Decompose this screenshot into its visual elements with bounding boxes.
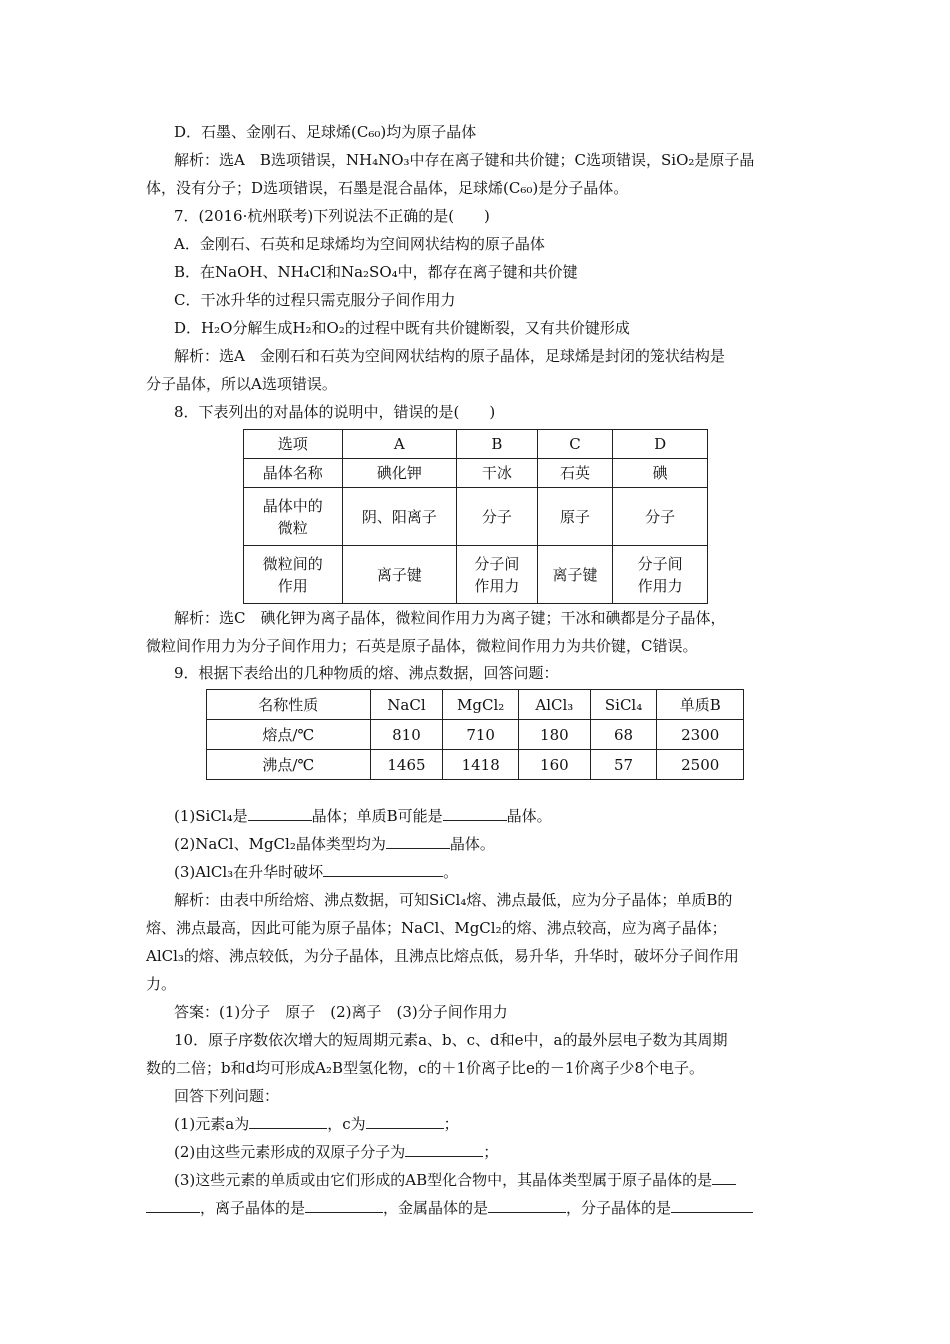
- table-cell: 180: [519, 720, 591, 750]
- q9-part-1-text-b: 晶体；单质B可能是: [311, 807, 443, 825]
- q6-option-d: D．石墨、金刚石、足球烯(C₆₀)均为原子晶体: [174, 123, 477, 141]
- q9-analysis-line-4: 力。: [146, 975, 177, 993]
- answer-blank[interactable]: [146, 1198, 200, 1213]
- table-cell: D: [613, 430, 708, 459]
- table-header-cell: MgCl₂: [443, 690, 519, 720]
- table-cell: 810: [370, 720, 443, 750]
- q10-stem-line-2: 数的二倍；b和d均可形成A₂B型氢化物，c的＋1价离子比e的－1价离子少8个电子。: [146, 1059, 704, 1077]
- table-cell: 石英: [537, 459, 613, 488]
- answer-blank[interactable]: [248, 806, 312, 821]
- table-header-cell: NaCl: [370, 690, 443, 720]
- table-row: [207, 750, 744, 780]
- table-cell: 2500: [657, 750, 744, 780]
- table-row: [207, 690, 744, 720]
- q10-part-3-text-c: ，金属晶体的是: [383, 1199, 489, 1217]
- table-cell: 2300: [657, 720, 744, 750]
- table-cell: A: [342, 430, 456, 459]
- q10-part-1-text-c: ；: [443, 1115, 459, 1133]
- q7-option-c: C．干冰升华的过程只需克服分子间作用力: [174, 291, 456, 309]
- table-row: [244, 430, 708, 459]
- q10-part-3-line-2: [146, 1198, 806, 1218]
- q7-stem: 7．(2016·杭州联考)下列说法不正确的是( ): [174, 207, 490, 225]
- table-cell: C: [537, 430, 613, 459]
- table-cell: 1418: [443, 750, 519, 780]
- q10-part-3-text-d: ，分子晶体的是: [566, 1199, 672, 1217]
- q7-option-a: A．金刚石、石英和足球烯均为空间网状结构的原子晶体: [174, 235, 545, 253]
- table-cell: 晶体中的微粒: [244, 488, 343, 546]
- table-cell: 干冰: [457, 459, 538, 488]
- q10-part-3-text-b: ，离子晶体的是: [200, 1199, 306, 1217]
- q8-stem: 8．下表列出的对晶体的说明中，错误的是( ): [174, 403, 496, 421]
- q6-analysis-line-1: 解析：选A B选项错误，NH₄NO₃中存在离子键和共价键；C选项错误，SiO₂是原子晶: [174, 151, 755, 169]
- table-cell: B: [457, 430, 538, 459]
- table-cell: 68: [590, 720, 657, 750]
- table-header-cell: 单质B: [657, 690, 744, 720]
- table-header-cell: SiCl₄: [590, 690, 657, 720]
- q9-stem: 9．根据下表给出的几种物质的熔、沸点数据，回答问题：: [174, 664, 559, 682]
- q9-part-1: [174, 806, 834, 826]
- q9-part-3: [174, 862, 834, 882]
- table-cell: 熔点/℃: [207, 720, 371, 750]
- q10-prompt: 回答下列问题：: [174, 1087, 280, 1105]
- q9-analysis-line-3: AlCl₃的熔、沸点较低，为分子晶体，且沸点比熔点低，易升华，升华时，破坏分子间作用: [146, 947, 739, 965]
- q9-part-2-text-a: (2)NaCl、MgCl₂晶体类型均为: [174, 835, 386, 853]
- answer-blank[interactable]: [488, 1198, 566, 1213]
- table-cell: 160: [519, 750, 591, 780]
- table-cell: 离子键: [537, 546, 613, 604]
- crystal-description-table: [243, 429, 708, 604]
- answer-blank[interactable]: [712, 1170, 736, 1185]
- q10-part-2: [174, 1142, 834, 1162]
- q10-stem-line-1: 10．原子序数依次增大的短周期元素a、b、c、d和e中，a的最外层电子数为其周期: [174, 1031, 728, 1049]
- table-cell: 分子: [457, 488, 538, 546]
- table-cell: 阴、阳离子: [342, 488, 456, 546]
- answer-blank[interactable]: [323, 862, 443, 877]
- q10-part-1-text-a: (1)元素a为: [174, 1115, 250, 1133]
- q8-analysis-line-1: 解析：选C 碘化钾为离子晶体，微粒间作用力为离子键；干冰和碘都是分子晶体，: [174, 609, 726, 627]
- table-cell: 晶体名称: [244, 459, 343, 488]
- q7-analysis-line-2: 分子晶体，所以A选项错误。: [146, 375, 337, 393]
- table-cell: 沸点/℃: [207, 750, 371, 780]
- q9-analysis-line-1: 解析：由表中所给熔、沸点数据，可知SiCl₄熔、沸点最低，应为分子晶体；单质B的: [174, 891, 733, 909]
- q10-part-3-line-1: [174, 1170, 806, 1190]
- q10-part-3-text: (3)这些元素的单质或由它们形成的AB型化合物中，其晶体类型属于原子晶体的是: [174, 1171, 713, 1189]
- table-header-cell: 名称性质: [207, 690, 371, 720]
- q10-part-1: [174, 1114, 834, 1134]
- q7-option-b: B．在NaOH、NH₄Cl和Na₂SO₄中，都存在离子键和共价键: [174, 263, 578, 281]
- q9-part-1-text-a: (1)SiCl₄是: [174, 807, 248, 825]
- table-cell: 57: [590, 750, 657, 780]
- q9-answer: 答案：(1)分子 原子 (2)离子 (3)分子间作用力: [174, 1003, 508, 1021]
- table-cell: 微粒间的作用: [244, 546, 343, 604]
- q9-analysis-line-2: 熔、沸点最高，因此可能为原子晶体；NaCl、MgCl₂的熔、沸点较高，应为离子晶体；: [146, 919, 727, 937]
- q7-option-d: D．H₂O分解生成H₂和O₂的过程中既有共价键断裂，又有共价键形成: [174, 319, 630, 337]
- table-header-cell: AlCl₃: [519, 690, 591, 720]
- q10-part-1-text-b: ，c为: [327, 1115, 366, 1133]
- table-row: [244, 488, 708, 546]
- q10-part-2-text-a: (2)由这些元素形成的双原子分子为: [174, 1143, 406, 1161]
- table-row: [244, 546, 708, 604]
- q9-part-2-text-b: 晶体。: [449, 835, 495, 853]
- answer-blank[interactable]: [366, 1114, 444, 1129]
- answer-blank[interactable]: [405, 1142, 483, 1157]
- table-cell: 分子间作用力: [613, 546, 708, 604]
- table-row: [244, 459, 708, 488]
- table-cell: 离子键: [342, 546, 456, 604]
- table-cell: 原子: [537, 488, 613, 546]
- table-cell: 碘: [613, 459, 708, 488]
- table-row: [207, 720, 744, 750]
- answer-blank[interactable]: [305, 1198, 383, 1213]
- q9-part-1-text-c: 晶体。: [506, 807, 552, 825]
- answer-blank[interactable]: [671, 1198, 753, 1213]
- table-cell: 分子间作用力: [457, 546, 538, 604]
- q9-part-3-text-b: 。: [443, 863, 459, 881]
- q9-part-3-text-a: (3)AlCl₃在升华时破坏: [174, 863, 324, 881]
- q9-part-2: [174, 834, 834, 854]
- q8-analysis-line-2: 微粒间作用力为分子间作用力；石英是原子晶体，微粒间作用力为共价键，C错误。: [146, 637, 698, 655]
- table-cell: 分子: [613, 488, 708, 546]
- q10-part-2-text-b: ；: [483, 1143, 499, 1161]
- answer-blank[interactable]: [386, 834, 450, 849]
- table-cell: 碘化钾: [342, 459, 456, 488]
- table-cell: 710: [443, 720, 519, 750]
- table-cell: 1465: [370, 750, 443, 780]
- q6-analysis-line-2: 体，没有分子；D选项错误，石墨是混合晶体，足球烯(C₆₀)是分子晶体。: [146, 179, 629, 197]
- answer-blank[interactable]: [249, 1114, 327, 1129]
- q7-analysis-line-1: 解析：选A 金刚石和石英为空间网状结构的原子晶体，足球烯是封闭的笼状结构是: [174, 347, 725, 365]
- melting-boiling-table: [206, 689, 744, 780]
- answer-blank[interactable]: [443, 806, 507, 821]
- table-cell: 选项: [244, 430, 343, 459]
